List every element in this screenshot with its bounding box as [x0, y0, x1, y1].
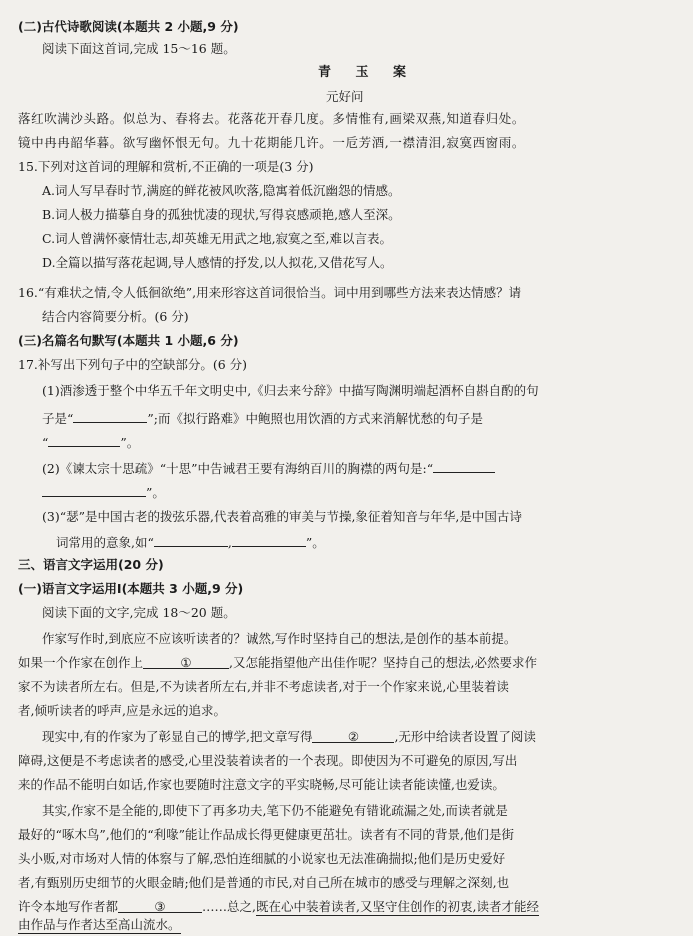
q17-2-text: (2)《谏太宗十思疏》“十思”中告诫君王要有海纳百川的胸襟的两句是:“ — [42, 461, 434, 476]
q17-item-1-line-2 — [42, 408, 483, 428]
q17-3-blank-2[interactable] — [232, 532, 306, 547]
passage-p1-line-1: 作家写作时,到底应不应该听读者的？诚然,写作时坚持自己的想法,是创作的基本前提。 — [42, 631, 517, 646]
passage-p3-line-2: 最好的“啄木鸟”,他们的“利喙”能让作品成长得更健康更茁壮。读者有不同的背景,他们是街 — [18, 827, 515, 842]
q17-item-3-line-1: (3)“瑟”是中国古老的拨弦乐器,代表着高雅的审美与节操,象征着知音与年华,是中国古诗 — [42, 509, 522, 524]
q17-1-text-close: ”。 — [120, 435, 140, 450]
passage-p3-line-4: 者,有甄别历史细节的火眼金睛;他们是普通的市民,对自己所在城市的感受与理解之深刻,也 — [18, 875, 510, 890]
subsection-header-language-1: (一)语言文字运用Ⅰ(本题共 3 小题,9 分) — [18, 581, 244, 596]
question-16-line-2: 结合内容简要分析。(6 分) — [42, 309, 189, 324]
q17-item-1-line-1: (1)酒渗透于整个中华五千年文明史中,《归去来兮辞》中描写陶渊明端起酒杯自斟自酌的句 — [42, 383, 539, 398]
q17-2-text-close: ”。 — [146, 485, 165, 500]
passage-p3-line-3: 头小贩,对市场对人情的体察与了解,恐怕连细腻的小说家也无法准确揣拟;他们是历史爱好 — [18, 851, 506, 866]
p3-underlined-sentence: 既在心中装着读者,又坚守住创作的初衷,读者才能经 — [256, 899, 539, 914]
q17-item-1-line-3 — [42, 432, 139, 452]
passage-p3-line-6 — [18, 916, 181, 934]
passage-p3-line-5 — [18, 898, 539, 916]
section-intro-poetry: 阅读下面这首词,完成 15～16 题。 — [42, 41, 236, 56]
blank-1[interactable] — [143, 654, 229, 669]
q17-1-text-mid: ”;而《拟行路难》中鲍照也用饮酒的方式来消解忧愁的句子是 — [147, 411, 483, 426]
passage-p1-line-4: 者,倾听读者的呼声,应是永远的追求。 — [18, 703, 226, 718]
p3-text-pre: 许令本地写作者都 — [18, 899, 119, 914]
passage-p1-line-2 — [18, 654, 537, 672]
q17-item-3-line-2 — [56, 532, 325, 552]
question-15: 15.下列对这首词的理解和赏析,不正确的一项是(3 分) — [18, 159, 314, 174]
poem-author: 元好问 — [326, 89, 364, 104]
blank-1-marker: ① — [180, 655, 192, 670]
passage-p3-line-1: 其实,作家不是全能的,即使下了再多功夫,笔下仍不能避免有错讹疏漏之处,而读者就是 — [42, 803, 508, 818]
q17-1-blank-1[interactable] — [73, 408, 147, 423]
p2-text-pre: 现实中,有的作家为了彰显自己的博学,把文章写得 — [42, 729, 313, 744]
q17-1-text-open: “ — [42, 435, 49, 450]
q17-1-text-pre: 子是“ — [42, 411, 74, 426]
poem-line-2: 镜中冉冉韶华暮。欲写幽怀恨无句。九十花期能几许。一卮芳酒,一襟清泪,寂寞西窗雨。 — [18, 135, 525, 150]
q17-1-blank-2[interactable] — [48, 432, 120, 447]
q17-item-2-line-1 — [42, 458, 495, 478]
poem-title: 青 玉 案 — [318, 65, 417, 80]
p3-text-mid: ……总之, — [202, 899, 256, 914]
section-header-poetry: (二)古代诗歌阅读(本题共 2 小题,9 分) — [18, 19, 239, 34]
q17-3-text-close: ”。 — [305, 535, 325, 550]
q15-option-c: C.词人曾满怀豪情壮志,却英雄无用武之地,寂寞之至,难以言表。 — [42, 231, 393, 246]
blank-2[interactable] — [312, 728, 394, 743]
blank-2-marker: ② — [347, 729, 360, 744]
q15-option-a: A.词人写早春时节,满庭的鲜花被风吹落,隐寓着低沉幽怨的情感。 — [42, 183, 401, 198]
p1-text-pre: 如果一个作家在创作上 — [18, 655, 144, 670]
question-17: 17.补写出下列句子中的空缺部分。(6 分) — [18, 357, 248, 372]
question-16-line-1: 16.“有难状之情,令人低徊欲绝”,用来形容这首词很恰当。词中用到哪些方法来表达情感？请 — [18, 285, 522, 300]
passage-p2-line-2: 障碍,这便是不考虑读者的感受,心里没装着读者的一个表现。即使因为不可避免的原因,写出 — [18, 753, 518, 768]
p3-underlined-sentence-end: 由作品与作者达至高山流水。 — [18, 917, 181, 932]
q15-option-d: D.全篇以描写落花起调,导人感情的抒发,以人拟花,又借花写人。 — [42, 255, 393, 270]
q17-3-text-mid: , — [227, 535, 232, 550]
passage-p1-line-3: 家不为读者所左右。但是,不为读者所左右,并非不考虑读者,对于一个作家来说,心里装着读 — [18, 679, 509, 694]
passage-p2-line-3: 来的作品不能明白如话,作家也要随时注意文字的平实晓畅,尽可能让读者能读懂,也爱读。 — [18, 777, 505, 792]
blank-3[interactable] — [118, 898, 202, 913]
section-header-recitation: (三)名篇名句默写(本题共 1 小题,6 分) — [18, 333, 239, 348]
q15-option-b: B.词人极力描摹自身的孤独忧凄的现状,写得哀感顽艳,感人至深。 — [42, 207, 401, 222]
blank-3-marker: ③ — [154, 899, 166, 914]
p1-text-post: ,又怎能指望他产出佳作呢？坚持自己的想法,必然要求作 — [229, 655, 537, 670]
q17-2-blank-2[interactable] — [42, 482, 146, 497]
q17-item-2-line-2 — [42, 482, 165, 502]
q17-2-blank-1[interactable] — [433, 458, 495, 473]
q17-3-text-pre: 词常用的意象,如“ — [56, 535, 154, 550]
subsection-intro: 阅读下面的文字,完成 18～20 题。 — [42, 605, 236, 620]
passage-p2-line-1 — [42, 728, 536, 746]
part-3-header: 三、语言文字运用(20 分) — [18, 557, 164, 572]
poem-line-1: 落红吹满沙头路。似总为、春将去。花落花开春几度。多情惟有,画梁双燕,知道春归处。 — [18, 111, 525, 126]
p2-text-post: ,无形中给读者设置了阅读 — [394, 729, 536, 744]
q17-3-blank-1[interactable] — [154, 532, 228, 547]
